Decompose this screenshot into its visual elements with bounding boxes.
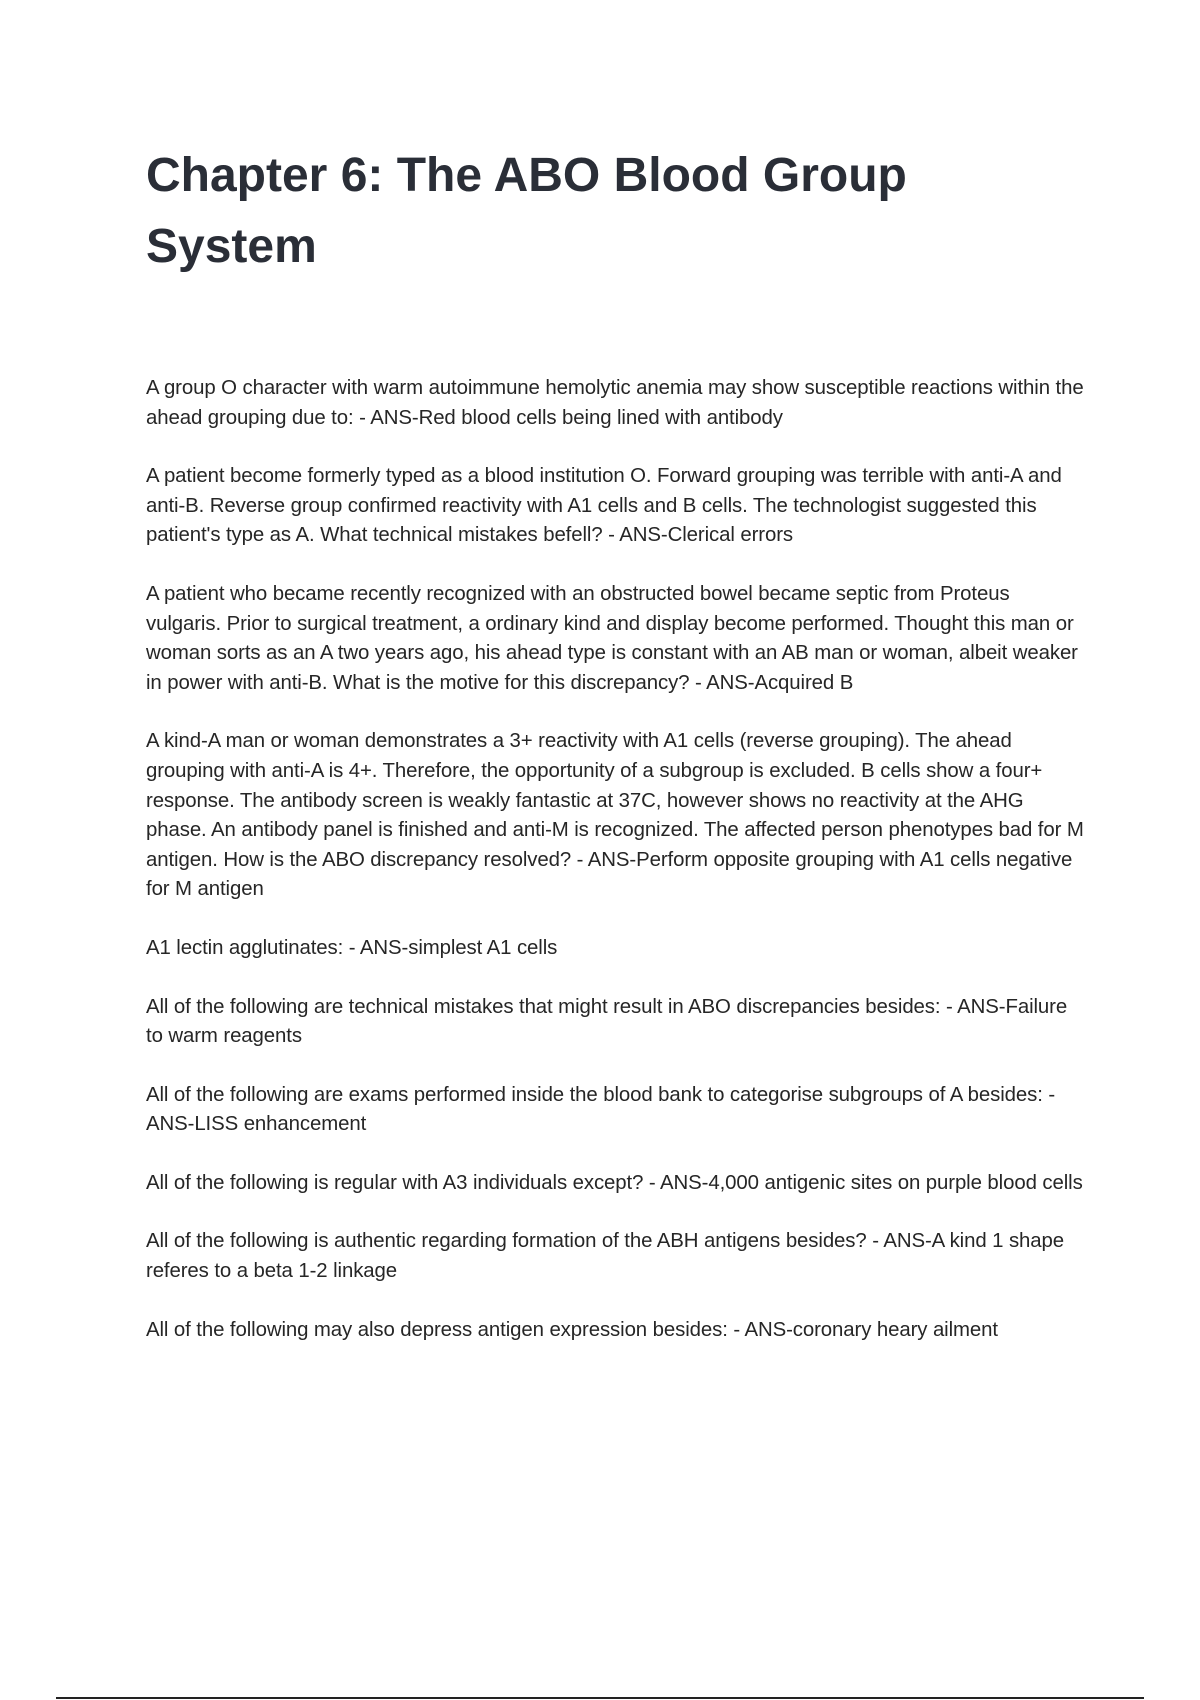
list-item: All of the following may also depress antigen expression besides: - ANS-coronary heary ailment [146,1318,998,1341]
list-item: All of the following are exams performed inside the blood bank to categorise subgroups of A besides: - ANS-LISS enhancement [146,1083,1056,1136]
list-item: A1 lectin agglutinates: - ANS-simplest A1 cells [146,936,558,959]
question-answer-list [146,374,1086,1374]
list-item: All of the following are technical mistakes that might result in ABO discrepancies besides: - ANS-Failure to warm reagents [146,995,1068,1048]
page-title: Chapter 6: The ABO Blood Group System [146,149,907,273]
page-bottom-divider [56,1697,1144,1699]
list-item: All of the following is authentic regarding formation of the ABH antigens besides? - ANS-A kind 1 shape referes to a beta 1-2 linkage [146,1230,1065,1283]
list-item: A patient become formerly typed as a blood institution O. Forward grouping was terrible with anti-A and anti-B. Reverse group confirmed reactivity with A1 cells and B cells. The technologist suggested this patient's type as A. What technical mistakes befell? - ANS-Clerical errors [146,465,1062,547]
list-item: A group O character with warm autoimmune hemolytic anemia may show susceptible reactions within the ahead grouping due to: - ANS-Red blood cells being lined with antibody [146,377,1084,429]
list-item: A kind-A man or woman demonstrates a 3+ reactivity with A1 cells (reverse grouping). The ahead grouping with anti-A is 4+. Therefore, the opportunity of a subgroup is excluded. B cells show a four+ response. The antibody screen is weakly fantastic at 37C, however shows no reactivity at the AHG phase. An antibody panel is finished and anti-M is recognized. The affected person phenotypes bad for M antigen. How is the ABO discrepancy resolved? - ANS-Perform opposite grouping with A1 cells negative for M antigen [146,730,1084,901]
list-item: A patient who became recently recognized with an obstructed bowel became septic from Proteus vulgaris. Prior to surgical treatment, a ordinary kind and display become performed. Thought this man or woman sorts as an A two years ago, his ahead type is constant with an AB man or woman, albeit weaker in power with anti-B. What is the motive for this discrepancy? - ANS-Acquired B [146,582,1078,694]
list-item: All of the following is regular with A3 individuals except? - ANS-4,000 antigenic sites on purple blood cells [146,1171,1083,1194]
